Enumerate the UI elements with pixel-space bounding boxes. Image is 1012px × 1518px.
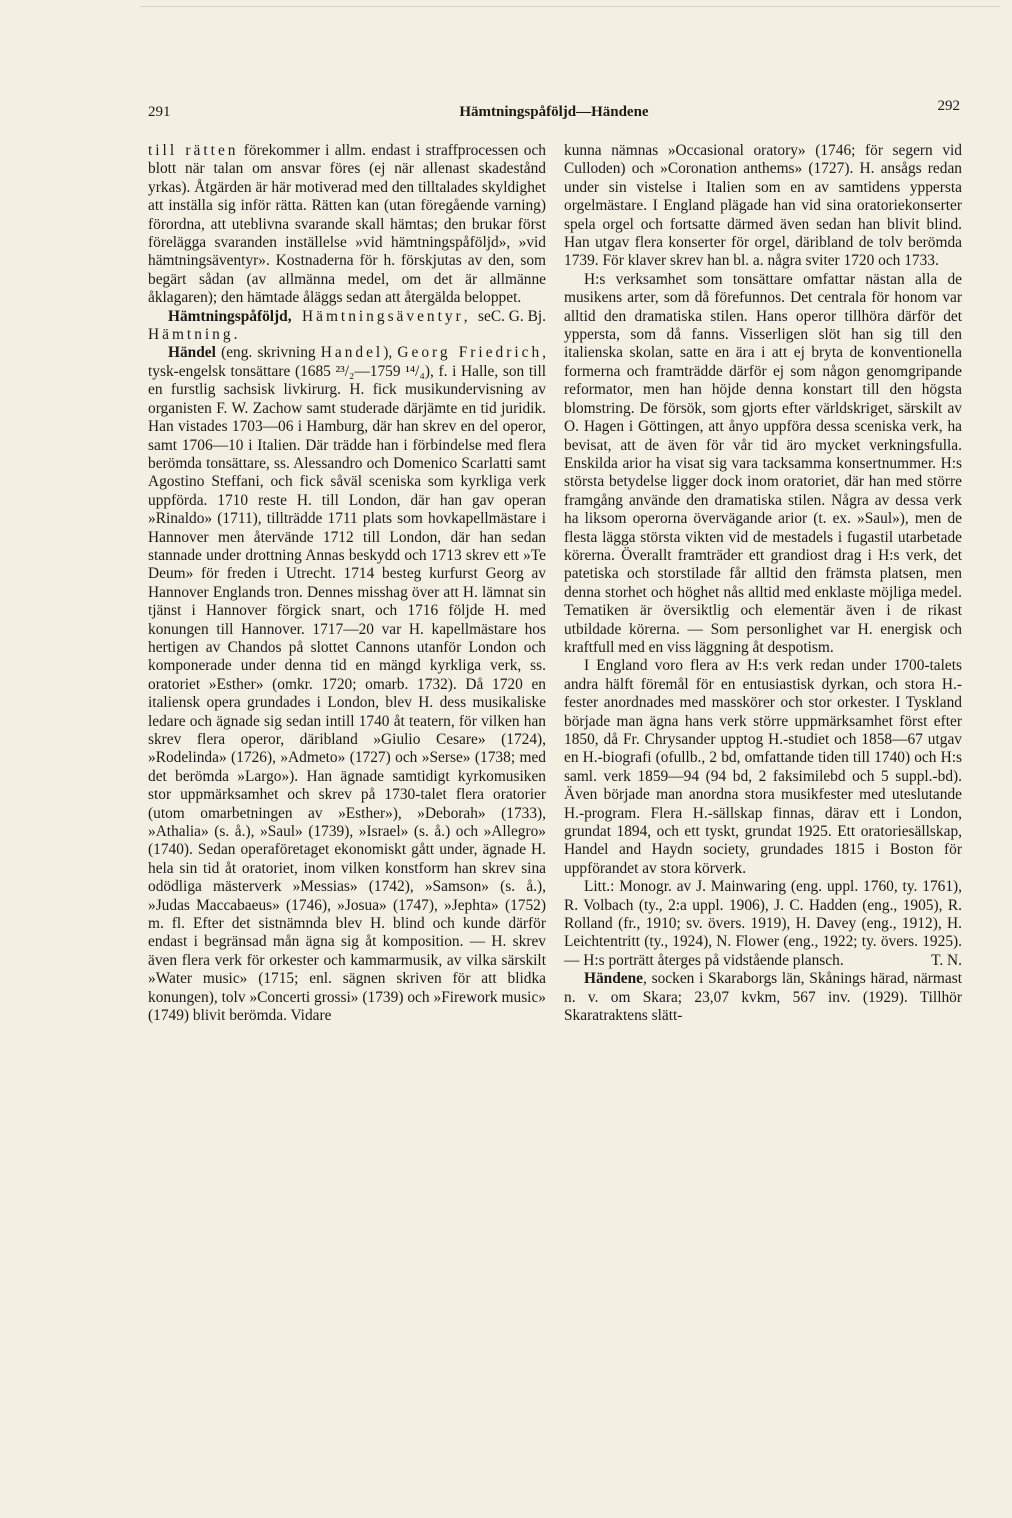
right-column [564, 142, 962, 1026]
spaced-text: Georg Friedrich [397, 344, 543, 362]
handel-literature-paragraph [564, 878, 962, 970]
handel-reception-paragraph: I England voro flera av H:s verk redan under 1700-talets andra hälft föremål för en entusiastisk dyrkan, och stora H.-fester anordnades med masskörer och stor orkester. I Tyskland började man ägna hans verk större uppmärksamhet först efter 1850, då Fr. Chrysander upptog H.-studiet och 1858—67 utgav en H.-biografi (ofullb., 2 bd, omfattande tiden till 1740) och H:s saml. verk 1859—94 (94 bd, 2 faksimilebd och 5 suppl.-bd). Även började man anordna stora musikfester med uteslutande H.-program. Flera H.-sällskap finnas, därav ett i London, grundat 1894, och ett tyskt, grundat 1925. Ett oratoriesällskap, Handel and Haydn society, grundades 1815 i Boston för uppförandet av stora körverk. [564, 657, 962, 877]
top-edge-line [140, 6, 1000, 7]
author-signature: C. G. Bj. [490, 307, 546, 325]
entry-handel [148, 344, 546, 1025]
page-header [148, 98, 960, 130]
entry-handene [564, 970, 962, 1025]
paragraph-text: , tysk-engelsk tonsättare (1685 ²³/₂—1759 ¹⁴/₄), f. i Halle, son till en furstlig sachsisk livkirurg. H. fick musikundervisning av organisten F. W. Zachow samt studerade därjämte en tid juridik. Han vistades 1703—06 i Hamburg, där han skrev en del operor, samt 1706—10 i Italien. Där trädde han i förbindelse med flera berömda tonsättare, ss. Alessandro och Domenico Scarlatti samt Agostino Steffani, och fick såväl sceniska som kyrkliga verk uppförda. 1710 reste H. till London, där han gav operan »Rinaldo» (1711), tillträdde 1711 plats som hovkapellmästare i Hannover men återvände 1712 till London, där han sedan stannade under drottning Annas beskydd och 1713 skrev ett »Te Deum» för freden i Utrecht. 1714 besteg kurfurst Georg av Hannover Englands tron. Dennes misshag över att H. lämnat sin tjänst i Hannover förgick snart, och 1716 följde H. med konungen till Hannover. 1717—20 var H. kapellmästare hos hertigen av Chandos på slottet Cannons utanför London och komponerade under denna tid en mängd kyrkliga verk, ss. oratoriet »Esther» (omkr. 1720; omarb. 1732). Då 1720 en italiensk opera grundades i London, blev H. dess musikaliske ledare och ägnade sig sedan intill 1740 åt teatern, för vilken han skrev flera operor, däribland »Giulio Cesare» (1724), »Rodelinda» (1726), »Admeto» (1727) och »Serse» (1738; med det berömda »Largo»). Han ägnade samtidigt kyrkomusiken stor uppmärksamhet och skrev på 1730-talet flera oratorier (utom omarbetningen av »Esther»), »Deborah» (1733), »Athalia» (s. å.), »Saul» (1739), »Israel» (s. å.) och »Allegro» (1740). Sedan operaföretaget ekonomiskt gått under, ägnade H. hela sin tid åt oratoriet, inom vilken konstform han skrev sina odödliga mästerverk »Messias» (1742), »Samson» (s. å.), »Judas Maccabaeus» (1746), »Josua» (1747), »Jephta» (1752) m. fl. Efter det sistnämnda blev H. blind och kunde därför endast i begränsad mån ägna sig åt komposition. — H. skrev även flera verk för orkester och kammarmusik, av vilka särskilt »Water music» (1715; enl. sägnen skriven för att blidka konungen), tolv »Concerti grossi» (1739) och »Firework music» (1749) blivit berömda. Vidare [148, 344, 547, 1025]
left-column [148, 142, 546, 1026]
paragraph-text: (eng. skrivning [215, 344, 321, 362]
cross-reference: Hämtning [148, 326, 234, 344]
page-number-right: 292 [937, 98, 960, 114]
spaced-text: till rätten [148, 142, 239, 159]
paragraph-text: , se [463, 307, 491, 325]
paragraph-text: . [233, 326, 238, 344]
entry-headword: Händel [168, 344, 216, 362]
spaced-text: Hämtningsäventyr [302, 307, 464, 325]
entry-headword: Händene [584, 970, 644, 988]
paragraph-text: ), [383, 344, 398, 362]
handel-style-paragraph: H:s verksamhet som tonsättare omfattar nästan alla de musikens arter, som då förefunnos. Det centrala för honom var alltid den dramatiska stilen. Hans operor tillhöra därför det yppersta, som då fanns. Visserligen slöt han sig till den italienska skolan, satte en ära i att ej bryta de konventionella formerna och framträdde därför ej som någon genomgripande reformator, men han höjde denna konstart till den högsta blomstring. De försök, som gjorts efter världskriget, särskilt av O. Hagen i Göttingen, att ånyo uppföra dessa sceniska verk, ha bevisat, att de även för vår tid äro mycket verkningsfulla. Enskilda arior ha visat sig vara tacksamma konsertnummer. H:s största betydelse ligger dock inom oratoriet, där han med större framgång använde den dramatiska stilen. Några av dessa verk ha liksom operorna övervägande arior (t. ex. »Saul»), men de flesta lägga största vikten vid de mestadels i fugastil utarbetade körerna. Överallt framträder ett grandiost drag i H:s verk, det patetiska och storstilade får alltid den främsta platsen, men denna storhet och höghet nås alltid med enklaste möjliga medel. Tematiken är översiktlig och elementär även i de rikast utbildade körerna. — Som personlighet var H. energisk och kraftfull med en viss läggning åt despotism. [564, 270, 962, 656]
entry-headword: Hämtningspåföljd, [168, 307, 292, 325]
handel-continued: kunna nämnas »Occasional oratory» (1746; för segern vid Culloden) och »Coronation anthems» (1727). H. ansågs redan under sin vistelse i Italien som en av samtidens yppersta orgelmästare. I England plägade han vid sina oratoriekonserter spela orgel och fortsatte därmed även sedan han blivit blind. Han utgav flera konserter för orgel, däribland de tolv berömda 1739. För klaver skrev han bl. a. några sviter 1720 och 1733. [564, 142, 962, 270]
paragraph-text: förekommer i allm. endast i straffprocessen och blott när talan om ansvar föres (ej när allenast skadestånd yrkas). Åtgärden är här motiverad med den tilltalades skyldighet att inställa sig inför rätta. Rätten kan (utan föregående varning) förordna, att uteblivna svarande skall hämtas; den brukar först förelägga svaranden inställelse »vid hämtningspåföljd», »vid hämtningsäventyr». Kostnaderna för h. förskjutas av den, som begärt sådan (av allmänna medel, om det är allmänne åklagaren); den hämtade åläggs sedan att återgälda beloppet. [148, 142, 546, 307]
spaced-text: Handel [320, 344, 384, 362]
author-signature: T. N. [931, 951, 962, 969]
entry-hamtningspafoljd [148, 308, 546, 345]
paragraph-text: , socken i Skaraborgs län, Skånings härad, närmast n. v. om Skara; 23,07 kvkm, 567 inv. (1929). Tillhör Skaratraktens slätt- [564, 970, 962, 1025]
page-number-left: 291 [148, 104, 171, 120]
paragraph-text: Litt.: Monogr. av J. Mainwaring (eng. uppl. 1760, ty. 1761), R. Volbach (ty., 2:a uppl. 1906), J. C. Hadden (eng., 1905), R. Rolland (fr., 1910; sv. övers. 1919), H. Davey (eng., 1912), H. Leichtentritt (ty., 1924), N. Flower (eng., 1922; ty. övers. 1925). — H:s porträtt återges på vidstående plansch. [564, 878, 962, 969]
running-title: Hämtningspåföljd—Händene [459, 104, 649, 120]
entry-hamtning-continued [148, 142, 546, 325]
